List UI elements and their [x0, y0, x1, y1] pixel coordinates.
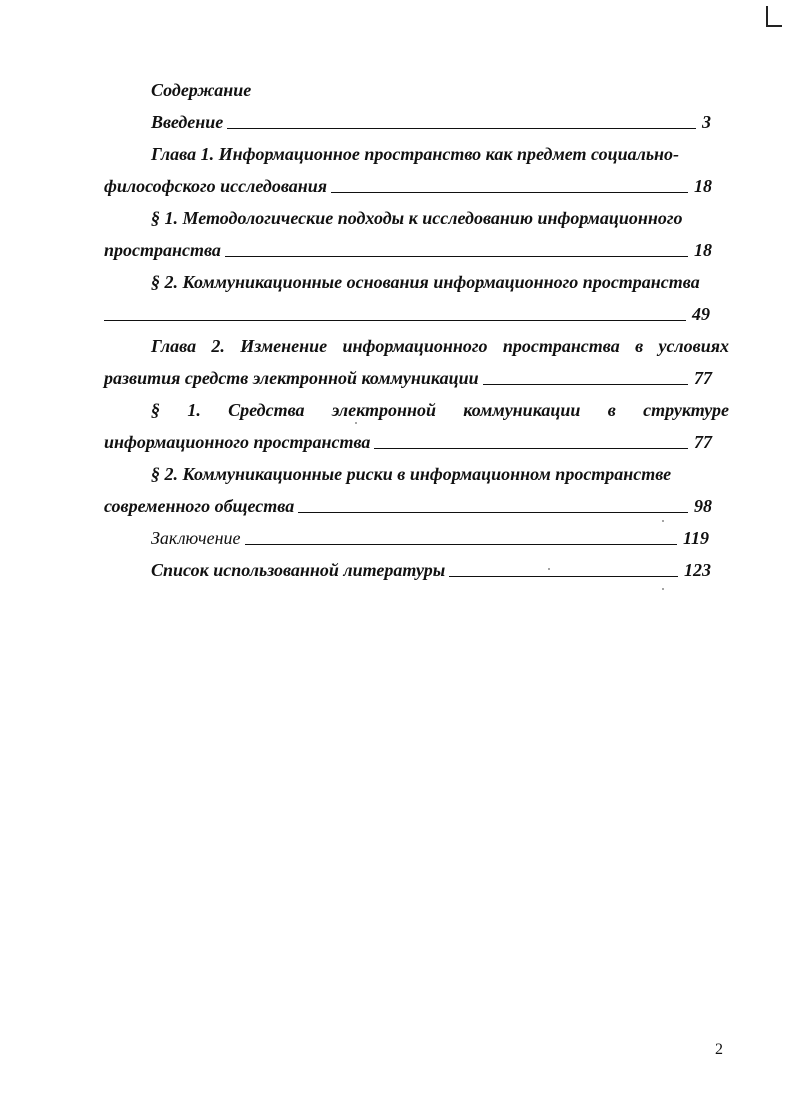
toc-ch2-sec1-line1: [151, 398, 729, 422]
dot-leader: [449, 576, 678, 577]
toc-ch2-sec2-line1: § 2. Коммуникационные риски в информационном пространстве: [151, 464, 672, 484]
word: 1.: [187, 400, 201, 420]
toc-page-number: 18: [694, 240, 712, 260]
corner-mark-icon: [764, 4, 784, 30]
toc-entry-conclusion: [151, 526, 709, 550]
word: структуре: [643, 400, 729, 420]
word: 2.: [211, 336, 225, 356]
toc-page-number: 18: [694, 176, 712, 196]
toc-entry-ch2-sec2: [104, 494, 712, 518]
scan-speck: [662, 520, 664, 522]
toc-entry-label: современного общества: [104, 496, 295, 516]
toc-entry-chapter2: [104, 366, 712, 390]
dot-leader: [225, 256, 688, 257]
toc-title: Содержание: [151, 80, 252, 100]
toc-entry-label: философского исследования: [104, 176, 328, 196]
scan-speck: [355, 422, 357, 424]
toc-chapter2-line1: [151, 334, 729, 358]
word: пространства: [502, 336, 620, 356]
toc-entry-chapter1: [104, 174, 712, 198]
word: Средства: [228, 400, 305, 420]
toc-entry-label: информационного пространства: [104, 432, 371, 452]
dot-leader: [298, 512, 688, 513]
toc-entry-label: Введение: [151, 112, 224, 132]
word: электронной: [331, 400, 436, 420]
word: §: [151, 400, 160, 420]
toc-page-number: 77: [694, 432, 712, 452]
word: коммуникации: [463, 400, 581, 420]
toc-page-number: 49: [692, 304, 710, 324]
word: в: [607, 400, 616, 420]
toc-entry-bibliography: [151, 558, 711, 582]
dot-leader: [331, 192, 688, 193]
toc-entry-label: пространства: [104, 240, 221, 260]
dot-leader: [104, 320, 686, 321]
toc-page-number: 119: [682, 528, 709, 548]
toc-page-number: 3: [702, 112, 711, 132]
toc-chapter1-line1: Глава 1. Информационное пространство как предмет социально-: [151, 144, 680, 164]
toc-page-number: 123: [684, 560, 711, 580]
word: Изменение: [240, 336, 328, 356]
dot-leader: [227, 128, 696, 129]
toc-entry-label: развития средств электронной коммуникации: [104, 368, 479, 388]
toc-entry-label: Список использованной литературы: [151, 560, 446, 580]
toc-ch1-sec2-line1: § 2. Коммуникационные основания информационного пространства: [151, 272, 700, 292]
word: в: [635, 336, 644, 356]
word: информационного: [342, 336, 488, 356]
dot-leader: [374, 448, 688, 449]
toc-entry-ch2-sec1: [104, 430, 712, 454]
scan-speck: [548, 568, 550, 570]
word: условиях: [658, 336, 729, 356]
dot-leader: [245, 544, 677, 545]
toc-entry-intro: [151, 110, 711, 134]
dot-leader: [483, 384, 688, 385]
toc-entry-label: Заключение: [151, 528, 241, 548]
toc-entry-ch1-sec1: [104, 238, 712, 262]
toc-ch1-sec1-line1: § 1. Методологические подходы к исследованию информационного: [151, 208, 683, 228]
word: Глава: [151, 336, 197, 356]
scan-speck: [662, 588, 664, 590]
toc-entry-ch1-sec2: [104, 302, 710, 326]
page-number: 2: [715, 1041, 723, 1058]
toc-page-number: 77: [694, 368, 712, 388]
toc-page-number: 98: [694, 496, 712, 516]
